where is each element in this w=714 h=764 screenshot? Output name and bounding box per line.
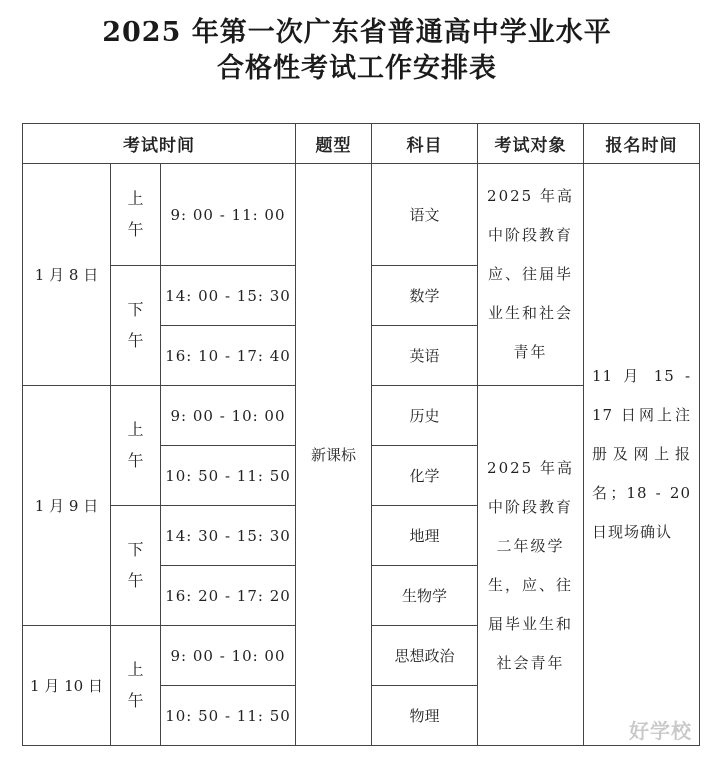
session-time: 9: 00 - 10: 00 <box>161 626 296 686</box>
session-time: 14: 00 - 15: 30 <box>161 266 296 326</box>
subject-cell: 地理 <box>372 506 478 566</box>
subject-cell: 历史 <box>372 386 478 446</box>
subject-cell: 物理 <box>372 686 478 746</box>
session-time: 16: 20 - 17: 20 <box>161 566 296 626</box>
period-am: 上 午 <box>111 626 161 746</box>
subject-cell: 英语 <box>372 326 478 386</box>
session-time: 9: 00 - 10: 00 <box>161 386 296 446</box>
session-time: 14: 30 - 15: 30 <box>161 506 296 566</box>
period-am: 上 午 <box>111 386 161 506</box>
header-registration-time: 报名时间 <box>584 124 700 164</box>
session-time: 9: 00 - 11: 00 <box>161 164 296 266</box>
registration-cell: 11 月 15 - 17 日网上注册及网上报名；18 - 20 日现场确认 <box>584 164 700 746</box>
page-title-line1: 2025 年第一次广东省普通高中学业水平 <box>102 17 612 48</box>
header-subject: 科目 <box>372 124 478 164</box>
date-cell: 1 月 9 日 <box>23 386 111 626</box>
exam-target-cell: 2025 年高中阶段教育应、往届毕业生和社会青年 <box>478 164 584 386</box>
session-time: 10: 50 - 11: 50 <box>161 686 296 746</box>
page-title-line2: 合格性考试工作安排表 <box>217 53 497 84</box>
subject-cell: 化学 <box>372 446 478 506</box>
period-pm: 下 午 <box>111 506 161 626</box>
subject-cell: 语文 <box>372 164 478 266</box>
date-cell: 1 月 8 日 <box>23 164 111 386</box>
question-type-cell: 新课标 <box>296 164 372 746</box>
period-am: 上 午 <box>111 164 161 266</box>
subject-cell: 思想政治 <box>372 626 478 686</box>
exam-schedule-table <box>22 123 700 746</box>
session-time: 16: 10 - 17: 40 <box>161 326 296 386</box>
header-question-type: 题型 <box>296 124 372 164</box>
header-exam-time: 考试时间 <box>23 124 296 164</box>
subject-cell: 数学 <box>372 266 478 326</box>
header-exam-target: 考试对象 <box>478 124 584 164</box>
period-pm: 下 午 <box>111 266 161 386</box>
watermark-logo: 好学校 <box>629 719 692 743</box>
date-cell: 1 月 10 日 <box>23 626 111 746</box>
exam-target-cell: 2025 年高中阶段教育二年级学生，应、往届毕业生和社会青年 <box>478 386 584 746</box>
session-time: 10: 50 - 11: 50 <box>161 446 296 506</box>
subject-cell: 生物学 <box>372 566 478 626</box>
